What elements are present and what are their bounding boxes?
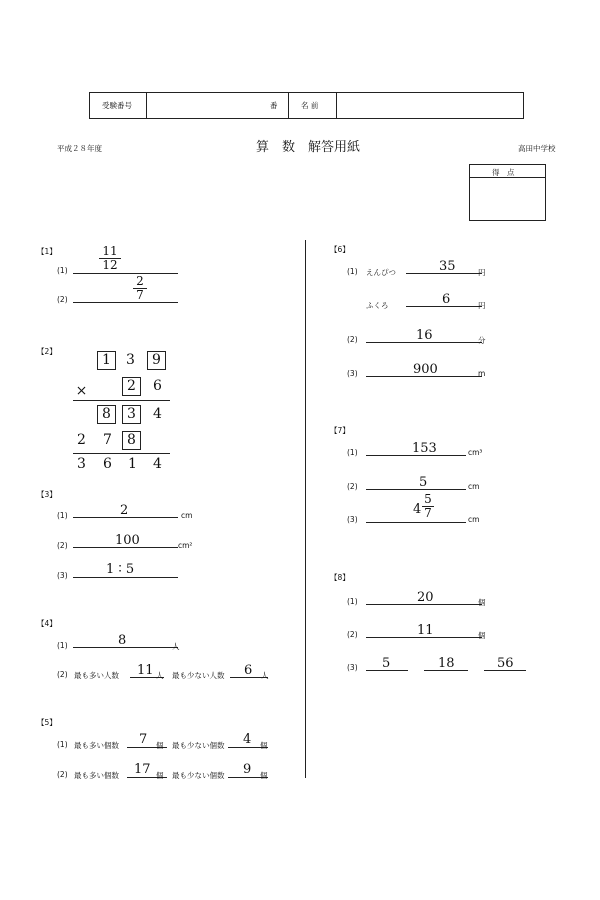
q7-p3-number: (3)	[347, 515, 358, 524]
q5-p2-least-label: 最も少ない個数	[172, 771, 225, 780]
q7-p3-fraction	[422, 493, 434, 520]
q8-p1-number: (1)	[347, 597, 358, 606]
q2-r1-box-1: 1	[97, 351, 116, 370]
q1-p2-numerator: 2	[136, 274, 144, 288]
q2-r1-box-3: 9	[147, 351, 166, 370]
q6-p2-unit: 分	[478, 336, 486, 345]
q2-times-sign: ×	[75, 383, 88, 399]
q4-p1-number: (1)	[57, 641, 68, 650]
q7-label: 【7】	[330, 426, 350, 435]
q4-p2-most-unit: 人	[156, 671, 164, 680]
q5-p1-least-unit: 個	[260, 741, 268, 750]
q3-p1-answer: 2	[120, 503, 129, 518]
q6-p1-unit1: 円	[478, 268, 486, 277]
q5-p1-most-label: 最も多い個数	[74, 741, 119, 750]
q7-p3-answer-line	[366, 522, 466, 523]
q7-p3-denominator: 7	[422, 506, 434, 520]
q2-r4-digit-1: 2	[77, 432, 86, 448]
q6-p1-item1: えんぴつ	[366, 268, 396, 277]
q7-p3-whole: 4	[413, 502, 422, 517]
q7-p1-number: (1)	[347, 448, 358, 457]
q5-p2-least-unit: 個	[260, 771, 268, 780]
q8-p1-unit: 個	[478, 598, 486, 607]
q7-p3-unit: cm	[468, 515, 480, 524]
q2-r5-digit-3: 1	[128, 456, 137, 472]
q2-label: 【2】	[37, 347, 57, 356]
q3-p3-answer: 1 ∶ 5	[106, 562, 135, 577]
q6-p3-answer: 900	[413, 362, 438, 377]
q8-p3-answer-1: 5	[382, 656, 391, 671]
q5-p2-least-answer: 9	[243, 762, 252, 777]
q6-p3-number: (3)	[347, 369, 358, 378]
q7-p2-unit: cm	[468, 482, 480, 491]
exam-number-label: 受験番号	[102, 101, 132, 110]
q4-p1-answer: 8	[118, 633, 127, 648]
q1-p1-fraction	[99, 245, 121, 272]
q4-p2-least-label: 最も少ない人数	[172, 671, 225, 680]
q7-p1-unit: cm³	[468, 448, 483, 457]
q6-p1-item2: ふくろ	[366, 301, 389, 310]
q4-label: 【4】	[37, 619, 57, 628]
q5-p1-most-answer: 7	[139, 732, 148, 747]
q4-p2-most-label: 最も多い人数	[74, 671, 119, 680]
q3-p3-answer-line	[73, 577, 178, 578]
q4-p2-number: (2)	[57, 670, 68, 679]
q3-p3-number: (3)	[57, 571, 68, 580]
q3-p1-unit: cm	[181, 511, 193, 520]
q1-p2-answer-line	[73, 302, 178, 303]
q4-p2-least-answer: 6	[244, 663, 253, 678]
name-field[interactable]	[337, 93, 521, 117]
q6-p3-unit: m	[478, 369, 486, 378]
q4-p2-most-answer: 11	[137, 663, 154, 678]
q7-p2-answer-line	[366, 489, 466, 490]
q5-p1-number: (1)	[57, 740, 68, 749]
q8-p2-number: (2)	[347, 630, 358, 639]
q2-r2-digit-2: 6	[153, 378, 162, 394]
q6-p1-number: (1)	[347, 267, 358, 276]
q8-p3-answer-3: 56	[497, 656, 514, 671]
exam-number-field[interactable]	[147, 93, 267, 117]
q3-label: 【3】	[37, 490, 57, 499]
q6-p1-answer1: 35	[439, 259, 456, 274]
q6-p2-number: (2)	[347, 335, 358, 344]
column-divider	[305, 240, 306, 778]
q3-p2-unit: cm²	[178, 541, 193, 550]
q2-r2-box-1: 2	[122, 377, 141, 396]
q3-p2-number: (2)	[57, 541, 68, 550]
q4-p2-least-unit: 人	[261, 671, 269, 680]
q2-r5-digit-1: 3	[77, 456, 86, 472]
q1-p2-number: (2)	[57, 295, 68, 304]
q8-p3-number: (3)	[347, 663, 358, 672]
q1-p1-numerator: 11	[102, 244, 118, 258]
q7-p2-number: (2)	[347, 482, 358, 491]
q1-p1-answer-line	[73, 273, 178, 274]
q7-p2-answer: 5	[419, 475, 428, 490]
q6-p1-unit2: 円	[478, 301, 486, 310]
q1-label: 【1】	[37, 247, 57, 256]
q1-p1-denominator: 12	[99, 258, 121, 272]
q5-p1-least-label: 最も少ない個数	[172, 741, 225, 750]
q6-label: 【6】	[330, 245, 350, 254]
q2-r1-digit-2: 3	[126, 352, 135, 368]
q2-r4-box-3: 8	[122, 431, 141, 450]
q3-p1-number: (1)	[57, 511, 68, 520]
q5-p2-most-unit: 個	[156, 771, 164, 780]
q2-r3-box-1: 8	[97, 405, 116, 424]
page-title: 算 数 解答用紙	[256, 140, 361, 155]
school-name: 高田中学校	[518, 144, 556, 153]
q8-p2-unit: 個	[478, 631, 486, 640]
q5-label: 【5】	[37, 718, 57, 727]
q8-p2-answer: 11	[417, 623, 434, 638]
q1-p2-denominator: 7	[133, 288, 147, 302]
q2-r3-box-2: 3	[122, 405, 141, 424]
q4-p1-unit: 人	[172, 642, 180, 651]
q5-p2-most-label: 最も多い個数	[74, 771, 119, 780]
year-label: 平成２８年度	[57, 144, 102, 153]
name-label: 名 前	[301, 101, 319, 110]
q8-p1-answer: 20	[417, 590, 434, 605]
q5-p2-most-answer: 17	[134, 762, 151, 777]
q7-p1-answer: 153	[412, 441, 437, 456]
q5-p2-number: (2)	[57, 770, 68, 779]
q2-line-1	[73, 400, 170, 401]
ban-label: 番	[270, 101, 278, 110]
q2-r5-digit-4: 4	[153, 456, 162, 472]
q6-p2-answer: 16	[416, 328, 433, 343]
q8-label: 【8】	[330, 573, 350, 582]
score-label: 得 点	[492, 168, 515, 177]
q3-p2-answer: 100	[115, 533, 140, 548]
q2-r4-digit-2: 7	[103, 432, 112, 448]
q5-p1-most-unit: 個	[156, 741, 164, 750]
q1-p2-fraction	[133, 275, 147, 302]
q2-r3-digit-3: 4	[153, 406, 162, 422]
name-divider-left	[288, 92, 289, 118]
q8-p3-answer-2: 18	[438, 656, 455, 671]
q7-p3-numerator: 5	[424, 492, 432, 506]
q2-line-2	[73, 453, 170, 454]
q5-p1-least-answer: 4	[243, 732, 252, 747]
q2-r5-digit-2: 6	[103, 456, 112, 472]
q6-p1-answer2: 6	[442, 292, 451, 307]
q1-p1-number: (1)	[57, 266, 68, 275]
